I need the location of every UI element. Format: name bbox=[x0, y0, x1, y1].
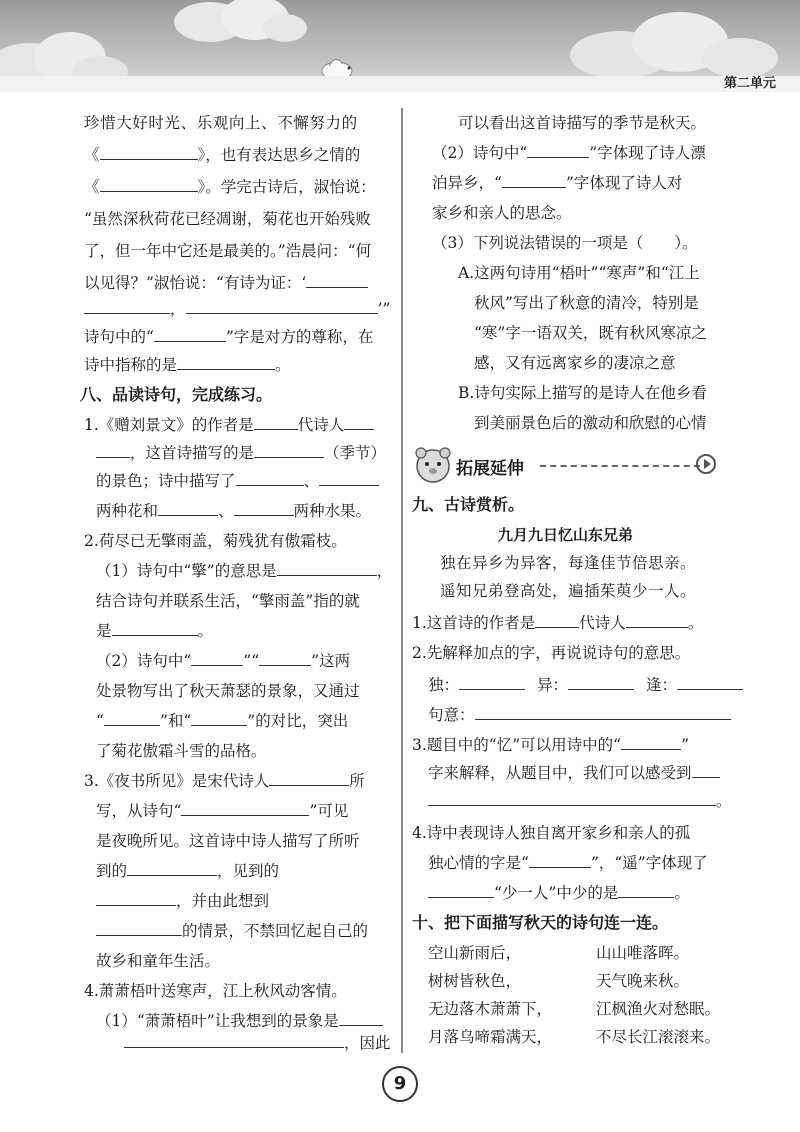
match-right-item[interactable]: 山山唯落晖。 bbox=[596, 944, 690, 962]
page-number: 9 bbox=[382, 1066, 418, 1102]
play-arrow-icon bbox=[696, 454, 716, 474]
text-line: （2）诗句中“ ”字体现了诗人漂 bbox=[432, 144, 706, 162]
text-line: 是夜晚所见。这首诗中诗人描写了所听 bbox=[96, 832, 360, 850]
text-line: 句意： bbox=[428, 704, 731, 728]
answer-blank[interactable] bbox=[96, 442, 130, 458]
text-line: “虽然深秋荷花已经凋谢，菊花也开始残败 bbox=[84, 210, 371, 228]
text-line: B.诗句实际上描写的是诗人在他乡看 bbox=[458, 384, 707, 402]
answer-blank[interactable] bbox=[259, 650, 311, 666]
answer-blank[interactable] bbox=[236, 470, 304, 486]
answer-blank[interactable] bbox=[112, 620, 198, 636]
text-line: A.这两句诗用“梧叶”“寒声”和“江上 bbox=[458, 264, 700, 282]
text-line: 4.萧萧梧叶送寒声，江上秋风动客情。 bbox=[84, 982, 347, 1000]
answer-blank[interactable] bbox=[502, 172, 566, 188]
bear-mascot-icon bbox=[412, 446, 454, 486]
text-line: 4.诗中表现诗人独自离开家乡和亲人的孤 bbox=[412, 824, 691, 842]
answer-blank[interactable] bbox=[254, 414, 298, 430]
text-line: （1）“萧萧梧叶”让我想到的景象是 bbox=[96, 1010, 383, 1034]
match-right-item[interactable]: 江枫渔火对愁眠。 bbox=[596, 1000, 721, 1018]
text-line: 《 》，也有表达思乡之情的 bbox=[84, 146, 361, 164]
text-line: 独： 异： 逢： bbox=[428, 674, 743, 698]
text-line: 的情景，不禁回忆起自己的 bbox=[96, 920, 368, 944]
text-line: （3）下列说法错误的一项是（ ）。 bbox=[432, 234, 698, 252]
text-line: 3.《夜书所见》是宋代诗人 所 bbox=[84, 772, 365, 790]
text-line: ， ’” bbox=[84, 298, 390, 322]
text-line: 了，但一年中它还是最美的。”浩晨问：“何 bbox=[84, 242, 372, 260]
answer-blank[interactable] bbox=[475, 704, 731, 720]
text-line: 诗句中的“ ”字是对方的尊称，在 bbox=[84, 328, 374, 346]
text-line: 故乡和童年生活。 bbox=[96, 952, 221, 970]
text-line: ，这首诗描写的是 （季节） bbox=[96, 442, 386, 466]
text-line: ，并由此想到 bbox=[96, 890, 269, 914]
text-line: 。 bbox=[428, 790, 732, 814]
answer-blank[interactable] bbox=[254, 442, 324, 458]
text-line: 结合诗句并联系生活，“擎雨盖”指的就 bbox=[96, 592, 360, 610]
text-line: 两种花和 、 两种水果。 bbox=[96, 502, 372, 520]
answer-blank[interactable] bbox=[100, 144, 198, 160]
text-line: 到美丽景色后的激动和欣慰的心情 bbox=[474, 414, 707, 432]
header-strip bbox=[0, 76, 800, 92]
answer-blank[interactable] bbox=[181, 800, 309, 816]
answer-blank[interactable] bbox=[84, 298, 170, 314]
match-right-item[interactable]: 不尽长江滚滚来。 bbox=[596, 1028, 721, 1046]
text-line: 2.荷尽已无擎雨盖，菊残犹有傲霜枝。 bbox=[84, 532, 347, 550]
section-heading-8: 八、品读诗句，完成练习。 bbox=[80, 385, 273, 404]
text-line: 感，又有远离家乡的凄凉之意 bbox=[474, 354, 676, 372]
unit-label: 第二单元 bbox=[723, 76, 776, 91]
text-line: 泊异乡，“ ”字体现了诗人对 bbox=[432, 174, 683, 192]
answer-blank[interactable] bbox=[306, 272, 368, 288]
answer-blank[interactable] bbox=[277, 560, 377, 576]
match-right-item[interactable]: 天气晚来秋。 bbox=[596, 972, 690, 990]
text-line: 2.先解释加点的字，再说说诗句的意思。 bbox=[412, 644, 691, 662]
answer-blank[interactable] bbox=[177, 354, 275, 370]
text-line: 字来解释，从题目中，我们可以感受到 bbox=[428, 762, 720, 786]
text-line: 珍惜大好时光、乐观向上、不懈努力的 bbox=[84, 114, 358, 132]
answer-blank[interactable] bbox=[344, 414, 374, 430]
text-line: 了菊花傲霜斗雪的品格。 bbox=[96, 742, 267, 760]
text-line: （1）诗句中“擎”的意思是 ， bbox=[96, 562, 393, 580]
match-left-item[interactable]: 空山新雨后， bbox=[428, 944, 522, 962]
answer-blank[interactable] bbox=[568, 674, 634, 690]
answer-blank[interactable] bbox=[618, 882, 674, 898]
text-line: 是 。 bbox=[96, 622, 214, 640]
text-line: 家乡和亲人的思念。 bbox=[432, 204, 572, 222]
answer-blank[interactable] bbox=[191, 710, 247, 726]
text-line: 的景色；诗中描写了 、 bbox=[96, 470, 379, 494]
text-line: （2）诗句中“ ”“ ”这两 bbox=[96, 652, 351, 670]
cloud-decoration-middle bbox=[170, 0, 310, 50]
column-divider bbox=[401, 108, 403, 1053]
answer-blank[interactable] bbox=[158, 500, 218, 516]
text-line: 秋风”写出了秋意的清冷，特别是 bbox=[474, 294, 699, 312]
poem-line: 遥知兄弟登高处，遍插茱萸少一人。 bbox=[440, 582, 697, 600]
text-line: “寒”字一语双关，既有秋风寒凉之 bbox=[474, 324, 707, 342]
text-line: ，因此 bbox=[124, 1032, 391, 1056]
match-left-item[interactable]: 树树皆秋色， bbox=[428, 972, 522, 990]
text-line: 写，从诗句“ ”可见 bbox=[96, 802, 349, 820]
match-left-item[interactable]: 无边落木萧萧下， bbox=[428, 1000, 553, 1018]
answer-blank[interactable] bbox=[339, 1010, 383, 1026]
poem-title: 九月九日忆山东兄弟 bbox=[498, 526, 634, 544]
section-heading-10: 十、把下面描写秋天的诗句连一连。 bbox=[412, 913, 669, 932]
text-line: 处景物写出了秋天萧瑟的景象，又通过 bbox=[96, 682, 360, 700]
page-header bbox=[0, 0, 800, 92]
answer-blank[interactable] bbox=[527, 142, 589, 158]
answer-blank[interactable] bbox=[626, 612, 688, 628]
text-line: 1.这首诗的作者是 代诗人 。 bbox=[412, 614, 704, 632]
answer-blank[interactable] bbox=[186, 298, 378, 314]
text-line: 《 》。学完古诗后，淑怡说： bbox=[84, 178, 376, 196]
dashed-rule bbox=[540, 465, 700, 467]
text-line: 独心情的字是“ ”，“遥”字体现了 bbox=[428, 854, 708, 872]
extension-title: 拓展延伸 bbox=[456, 459, 524, 479]
answer-blank[interactable] bbox=[459, 674, 525, 690]
section-heading-9: 九、古诗赏析。 bbox=[412, 495, 525, 514]
answer-blank[interactable] bbox=[535, 612, 579, 628]
text-line: 诗中指称的是 。 bbox=[84, 356, 291, 374]
answer-blank[interactable] bbox=[677, 674, 743, 690]
text-line: 可以看出这首诗描写的季节是秋天。 bbox=[458, 114, 707, 132]
text-line: 以见得？”淑怡说：“有诗为证：‘ bbox=[84, 272, 368, 296]
answer-blank[interactable] bbox=[621, 734, 681, 750]
answer-blank[interactable] bbox=[96, 890, 176, 906]
answer-blank[interactable] bbox=[692, 762, 720, 778]
answer-blank[interactable] bbox=[100, 176, 198, 192]
text-line: 到的 ，见到的 bbox=[96, 862, 280, 880]
answer-blank[interactable] bbox=[191, 650, 243, 666]
text-line: 1.《赠刘景文》的作者是 代诗人 bbox=[84, 414, 374, 438]
answer-blank[interactable] bbox=[428, 882, 494, 898]
answer-blank[interactable] bbox=[428, 790, 716, 806]
text-line: “ ”和“ ”的对比，突出 bbox=[96, 712, 349, 730]
poem-line: 独在异乡为异客，每逢佳节倍思亲。 bbox=[440, 554, 697, 572]
extension-banner bbox=[412, 446, 722, 486]
cloud-decoration-right bbox=[560, 10, 780, 80]
answer-blank[interactable] bbox=[269, 770, 349, 786]
answer-blank[interactable] bbox=[319, 470, 379, 486]
answer-blank[interactable] bbox=[96, 920, 182, 936]
text-line: 3.题目中的“忆”可以用诗中的“ ” bbox=[412, 736, 689, 754]
answer-blank[interactable] bbox=[104, 710, 160, 726]
answer-blank[interactable] bbox=[154, 326, 226, 342]
text-line: “少一人”中少的是 。 bbox=[428, 882, 690, 906]
answer-blank[interactable] bbox=[529, 852, 591, 868]
answer-blank[interactable] bbox=[234, 500, 294, 516]
answer-blank[interactable] bbox=[127, 860, 217, 876]
answer-blank[interactable] bbox=[124, 1032, 344, 1048]
match-left-item[interactable]: 月落乌啼霜满天， bbox=[428, 1028, 553, 1046]
